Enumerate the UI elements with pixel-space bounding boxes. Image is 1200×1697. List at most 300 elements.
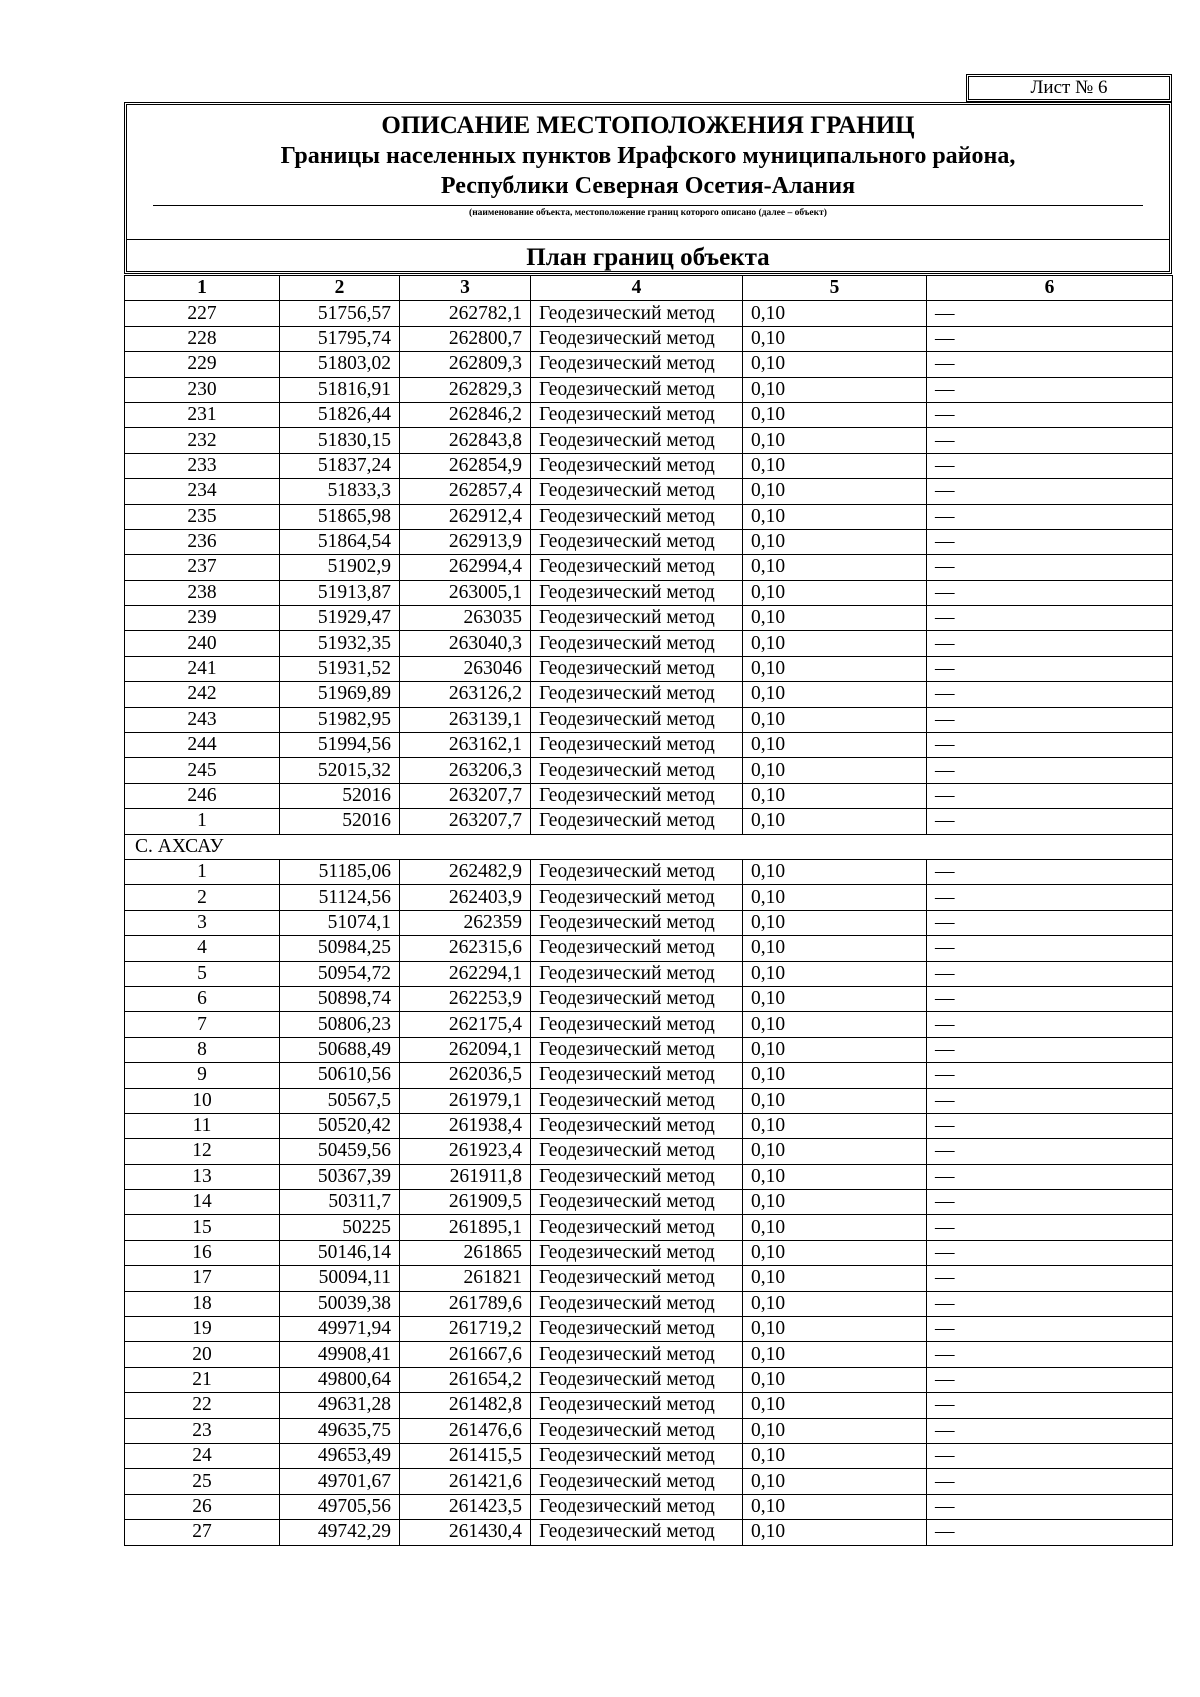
y-coordinate-cell: 261421,6 [400,1469,531,1494]
y-coordinate-cell: 262829,3 [400,377,531,402]
x-coordinate-cell: 51932,35 [280,631,400,656]
description-cell: — [927,783,1173,808]
accuracy-cell: 0,10 [743,326,927,351]
point-number-cell: 240 [125,631,280,656]
description-cell: — [927,1012,1173,1037]
x-coordinate-cell: 49705,56 [280,1494,400,1519]
x-coordinate-cell: 51994,56 [280,733,400,758]
point-number-cell: 1 [125,809,280,834]
point-number-cell: 17 [125,1266,280,1291]
x-coordinate-cell: 50898,74 [280,986,400,1011]
point-number-cell: 23 [125,1418,280,1443]
table-row [125,1063,1173,1088]
point-number-cell: 4 [125,936,280,961]
point-number-cell: 237 [125,555,280,580]
point-number-cell: 8 [125,1037,280,1062]
description-cell: — [927,301,1173,326]
x-coordinate-cell: 49742,29 [280,1520,400,1545]
point-number-cell: 10 [125,1088,280,1113]
point-number-cell: 18 [125,1291,280,1316]
point-number-cell: 27 [125,1520,280,1545]
table-row [125,580,1173,605]
table-row [125,402,1173,427]
accuracy-cell: 0,10 [743,1240,927,1265]
y-coordinate-cell: 263206,3 [400,758,531,783]
accuracy-cell: 0,10 [743,1443,927,1468]
description-cell: — [927,352,1173,377]
header-divider [127,239,1169,240]
table-row [125,1367,1173,1392]
method-cell: Геодезический метод [531,1063,743,1088]
x-coordinate-cell: 52016 [280,783,400,808]
y-coordinate-cell: 263207,7 [400,809,531,834]
description-cell: — [927,1164,1173,1189]
x-coordinate-cell: 50806,23 [280,1012,400,1037]
table-row [125,783,1173,808]
point-number-cell: 16 [125,1240,280,1265]
description-cell: — [927,479,1173,504]
method-cell: Геодезический метод [531,504,743,529]
method-cell: Геодезический метод [531,606,743,631]
accuracy-cell: 0,10 [743,1063,927,1088]
description-cell: — [927,428,1173,453]
description-cell: — [927,1494,1173,1519]
table-row [125,1291,1173,1316]
y-coordinate-cell: 262094,1 [400,1037,531,1062]
x-coordinate-cell: 50688,49 [280,1037,400,1062]
y-coordinate-cell: 262994,4 [400,555,531,580]
description-cell: — [927,936,1173,961]
x-coordinate-cell: 51865,98 [280,504,400,529]
method-cell: Геодезический метод [531,352,743,377]
method-cell: Геодезический метод [531,1164,743,1189]
x-coordinate-cell: 51837,24 [280,453,400,478]
document-title: ОПИСАНИЕ МЕСТОПОЛОЖЕНИЯ ГРАНИЦ [381,112,915,139]
x-coordinate-cell: 49631,28 [280,1393,400,1418]
table-row [125,656,1173,681]
method-cell: Геодезический метод [531,479,743,504]
column-header: 1 [125,276,280,301]
table-row [125,504,1173,529]
point-number-cell: 6 [125,986,280,1011]
description-cell: — [927,453,1173,478]
y-coordinate-cell: 262843,8 [400,428,531,453]
point-number-cell: 227 [125,301,280,326]
object-name-line-1: Границы населенных пунктов Ирафского муниципального района, [280,143,1016,169]
accuracy-cell: 0,10 [743,529,927,554]
method-cell: Геодезический метод [531,783,743,808]
table-row [125,453,1173,478]
table-row [125,529,1173,554]
x-coordinate-cell: 51830,15 [280,428,400,453]
point-number-cell: 242 [125,682,280,707]
description-cell: — [927,1393,1173,1418]
description-cell: — [927,961,1173,986]
y-coordinate-cell: 262315,6 [400,936,531,961]
object-name-underline [153,205,1143,206]
description-cell: — [927,1088,1173,1113]
x-coordinate-cell: 50520,42 [280,1113,400,1138]
y-coordinate-cell: 261719,2 [400,1317,531,1342]
description-cell: — [927,986,1173,1011]
table-row [125,707,1173,732]
y-coordinate-cell: 261911,8 [400,1164,531,1189]
column-header: 5 [743,276,927,301]
accuracy-cell: 0,10 [743,479,927,504]
x-coordinate-cell: 51902,9 [280,555,400,580]
x-coordinate-cell: 51969,89 [280,682,400,707]
description-cell: — [927,1113,1173,1138]
boundary-points-table [124,275,1173,1546]
description-cell: — [927,529,1173,554]
accuracy-cell: 0,10 [743,1520,927,1545]
table-row [125,1418,1173,1443]
accuracy-cell: 0,10 [743,1317,927,1342]
method-cell: Геодезический метод [531,529,743,554]
method-cell: Геодезический метод [531,1240,743,1265]
y-coordinate-cell: 262359 [400,910,531,935]
description-cell: — [927,809,1173,834]
accuracy-cell: 0,10 [743,428,927,453]
point-number-cell: 7 [125,1012,280,1037]
point-number-cell: 239 [125,606,280,631]
description-cell: — [927,1215,1173,1240]
accuracy-cell: 0,10 [743,352,927,377]
y-coordinate-cell: 263040,3 [400,631,531,656]
y-coordinate-cell: 263139,1 [400,707,531,732]
table-row [125,1012,1173,1037]
method-cell: Геодезический метод [531,1088,743,1113]
method-cell: Геодезический метод [531,1342,743,1367]
description-cell: — [927,656,1173,681]
point-number-cell: 245 [125,758,280,783]
table-row [125,352,1173,377]
description-cell: — [927,859,1173,884]
accuracy-cell: 0,10 [743,783,927,808]
description-cell: — [927,402,1173,427]
point-number-cell: 26 [125,1494,280,1519]
x-coordinate-cell: 51074,1 [280,910,400,935]
x-coordinate-cell: 50459,56 [280,1139,400,1164]
y-coordinate-cell: 262253,9 [400,986,531,1011]
description-cell: — [927,758,1173,783]
accuracy-cell: 0,10 [743,936,927,961]
accuracy-cell: 0,10 [743,1088,927,1113]
method-cell: Геодезический метод [531,1443,743,1468]
description-cell: — [927,1291,1173,1316]
x-coordinate-cell: 51833,3 [280,479,400,504]
method-cell: Геодезический метод [531,1520,743,1545]
method-cell: Геодезический метод [531,631,743,656]
x-coordinate-cell: 51929,47 [280,606,400,631]
x-coordinate-cell: 51931,52 [280,656,400,681]
table-row [125,326,1173,351]
method-cell: Геодезический метод [531,809,743,834]
accuracy-cell: 0,10 [743,402,927,427]
y-coordinate-cell: 263035 [400,606,531,631]
point-number-cell: 21 [125,1367,280,1392]
table-row [125,1088,1173,1113]
x-coordinate-cell: 50225 [280,1215,400,1240]
description-cell: — [927,1190,1173,1215]
object-name-line-2: Республики Северная Осетия-Алания [440,173,856,199]
y-coordinate-cell: 262175,4 [400,1012,531,1037]
x-coordinate-cell: 51185,06 [280,859,400,884]
accuracy-cell: 0,10 [743,910,927,935]
table-row [125,1317,1173,1342]
table-row [125,1215,1173,1240]
method-cell: Геодезический метод [531,1494,743,1519]
accuracy-cell: 0,10 [743,885,927,910]
accuracy-cell: 0,10 [743,1113,927,1138]
point-number-cell: 25 [125,1469,280,1494]
accuracy-cell: 0,10 [743,580,927,605]
description-cell: — [927,1367,1173,1392]
method-cell: Геодезический метод [531,555,743,580]
method-cell: Геодезический метод [531,1190,743,1215]
y-coordinate-cell: 262913,9 [400,529,531,554]
y-coordinate-cell: 263162,1 [400,733,531,758]
x-coordinate-cell: 49908,41 [280,1342,400,1367]
y-coordinate-cell: 261789,6 [400,1291,531,1316]
method-cell: Геодезический метод [531,1393,743,1418]
table-row [125,1342,1173,1367]
accuracy-cell: 0,10 [743,682,927,707]
point-number-cell: 22 [125,1393,280,1418]
x-coordinate-cell: 49701,67 [280,1469,400,1494]
y-coordinate-cell: 261667,6 [400,1342,531,1367]
y-coordinate-cell: 261423,5 [400,1494,531,1519]
method-cell: Геодезический метод [531,1291,743,1316]
y-coordinate-cell: 261476,6 [400,1418,531,1443]
description-cell: — [927,1037,1173,1062]
method-cell: Геодезический метод [531,859,743,884]
method-cell: Геодезический метод [531,580,743,605]
accuracy-cell: 0,10 [743,1342,927,1367]
x-coordinate-cell: 51864,54 [280,529,400,554]
point-number-cell: 3 [125,910,280,935]
method-cell: Геодезический метод [531,961,743,986]
table-row [125,606,1173,631]
point-number-cell: 11 [125,1113,280,1138]
table-row [125,1113,1173,1138]
x-coordinate-cell: 51816,91 [280,377,400,402]
accuracy-cell: 0,10 [743,377,927,402]
x-coordinate-cell: 50039,38 [280,1291,400,1316]
x-coordinate-cell: 51982,95 [280,707,400,732]
table-row [125,809,1173,834]
accuracy-cell: 0,10 [743,555,927,580]
table-row [125,1240,1173,1265]
table-row [125,859,1173,884]
accuracy-cell: 0,10 [743,453,927,478]
accuracy-cell: 0,10 [743,961,927,986]
point-number-cell: 228 [125,326,280,351]
table-row [125,301,1173,326]
y-coordinate-cell: 262800,7 [400,326,531,351]
table-row [125,910,1173,935]
x-coordinate-cell: 50984,25 [280,936,400,961]
accuracy-cell: 0,10 [743,504,927,529]
point-number-cell: 246 [125,783,280,808]
x-coordinate-cell: 50954,72 [280,961,400,986]
description-cell: — [927,707,1173,732]
x-coordinate-cell: 50094,11 [280,1266,400,1291]
method-cell: Геодезический метод [531,1113,743,1138]
accuracy-cell: 0,10 [743,1469,927,1494]
x-coordinate-cell: 49653,49 [280,1443,400,1468]
table-row [125,631,1173,656]
method-cell: Геодезический метод [531,936,743,961]
accuracy-cell: 0,10 [743,301,927,326]
section-title: С. АХСАУ [125,834,1173,859]
table-row [125,1443,1173,1468]
x-coordinate-cell: 50610,56 [280,1063,400,1088]
plan-title: План границ объекта [526,244,770,271]
table-row [125,986,1173,1011]
description-cell: — [927,1266,1173,1291]
method-cell: Геодезический метод [531,682,743,707]
description-cell: — [927,326,1173,351]
table-row [125,936,1173,961]
y-coordinate-cell: 261865 [400,1240,531,1265]
sheet-number-label: Лист № 6 [966,74,1172,102]
y-coordinate-cell: 262403,9 [400,885,531,910]
x-coordinate-cell: 49635,75 [280,1418,400,1443]
accuracy-cell: 0,10 [743,1190,927,1215]
y-coordinate-cell: 261654,2 [400,1367,531,1392]
x-coordinate-cell: 51826,44 [280,402,400,427]
point-number-cell: 14 [125,1190,280,1215]
method-cell: Геодезический метод [531,1012,743,1037]
y-coordinate-cell: 263046 [400,656,531,681]
accuracy-cell: 0,10 [743,1393,927,1418]
accuracy-cell: 0,10 [743,1291,927,1316]
description-cell: — [927,555,1173,580]
point-number-cell: 232 [125,428,280,453]
column-number-row [125,276,1173,301]
y-coordinate-cell: 261895,1 [400,1215,531,1240]
table-row [125,1139,1173,1164]
column-header: 2 [280,276,400,301]
method-cell: Геодезический метод [531,1317,743,1342]
description-cell: — [927,377,1173,402]
x-coordinate-cell: 52015,32 [280,758,400,783]
method-cell: Геодезический метод [531,1266,743,1291]
accuracy-cell: 0,10 [743,1367,927,1392]
x-coordinate-cell: 51756,57 [280,301,400,326]
accuracy-cell: 0,10 [743,859,927,884]
method-cell: Геодезический метод [531,326,743,351]
y-coordinate-cell: 261482,8 [400,1393,531,1418]
y-coordinate-cell: 262294,1 [400,961,531,986]
point-number-cell: 15 [125,1215,280,1240]
y-coordinate-cell: 262912,4 [400,504,531,529]
table-row [125,1164,1173,1189]
method-cell: Геодезический метод [531,758,743,783]
accuracy-cell: 0,10 [743,809,927,834]
x-coordinate-cell: 49971,94 [280,1317,400,1342]
description-cell: — [927,606,1173,631]
accuracy-cell: 0,10 [743,1164,927,1189]
method-cell: Геодезический метод [531,885,743,910]
method-cell: Геодезический метод [531,733,743,758]
table-row [125,1190,1173,1215]
method-cell: Геодезический метод [531,1367,743,1392]
description-cell: — [927,682,1173,707]
y-coordinate-cell: 261923,4 [400,1139,531,1164]
table-row [125,758,1173,783]
description-cell: — [927,631,1173,656]
description-cell: — [927,733,1173,758]
y-coordinate-cell: 261979,1 [400,1088,531,1113]
y-coordinate-cell: 261415,5 [400,1443,531,1468]
point-number-cell: 234 [125,479,280,504]
section-row [125,834,1173,859]
table-row [125,1520,1173,1545]
description-cell: — [927,1469,1173,1494]
y-coordinate-cell: 262482,9 [400,859,531,884]
column-header: 3 [400,276,531,301]
table-row [125,555,1173,580]
point-number-cell: 233 [125,453,280,478]
x-coordinate-cell: 49800,64 [280,1367,400,1392]
table-row [125,885,1173,910]
description-cell: — [927,885,1173,910]
y-coordinate-cell: 262857,4 [400,479,531,504]
method-cell: Геодезический метод [531,910,743,935]
accuracy-cell: 0,10 [743,758,927,783]
table-row [125,1469,1173,1494]
description-cell: — [927,1418,1173,1443]
y-coordinate-cell: 263126,2 [400,682,531,707]
method-cell: Геодезический метод [531,1037,743,1062]
table-row [125,1393,1173,1418]
method-cell: Геодезический метод [531,1215,743,1240]
x-coordinate-cell: 50146,14 [280,1240,400,1265]
y-coordinate-cell: 263005,1 [400,580,531,605]
point-number-cell: 235 [125,504,280,529]
description-cell: — [927,910,1173,935]
method-cell: Геодезический метод [531,301,743,326]
description-cell: — [927,1520,1173,1545]
accuracy-cell: 0,10 [743,986,927,1011]
accuracy-cell: 0,10 [743,1418,927,1443]
accuracy-cell: 0,10 [743,656,927,681]
point-number-cell: 13 [125,1164,280,1189]
point-number-cell: 1 [125,859,280,884]
x-coordinate-cell: 50567,5 [280,1088,400,1113]
point-number-cell: 243 [125,707,280,732]
point-number-cell: 20 [125,1342,280,1367]
point-number-cell: 9 [125,1063,280,1088]
method-cell: Геодезический метод [531,986,743,1011]
y-coordinate-cell: 263207,7 [400,783,531,808]
table-row [125,428,1173,453]
method-cell: Геодезический метод [531,377,743,402]
x-coordinate-cell: 50311,7 [280,1190,400,1215]
x-coordinate-cell: 51124,56 [280,885,400,910]
y-coordinate-cell: 262846,2 [400,402,531,427]
point-number-cell: 5 [125,961,280,986]
accuracy-cell: 0,10 [743,1139,927,1164]
accuracy-cell: 0,10 [743,606,927,631]
y-coordinate-cell: 262854,9 [400,453,531,478]
accuracy-cell: 0,10 [743,631,927,656]
method-cell: Геодезический метод [531,453,743,478]
accuracy-cell: 0,10 [743,1266,927,1291]
column-header: 4 [531,276,743,301]
